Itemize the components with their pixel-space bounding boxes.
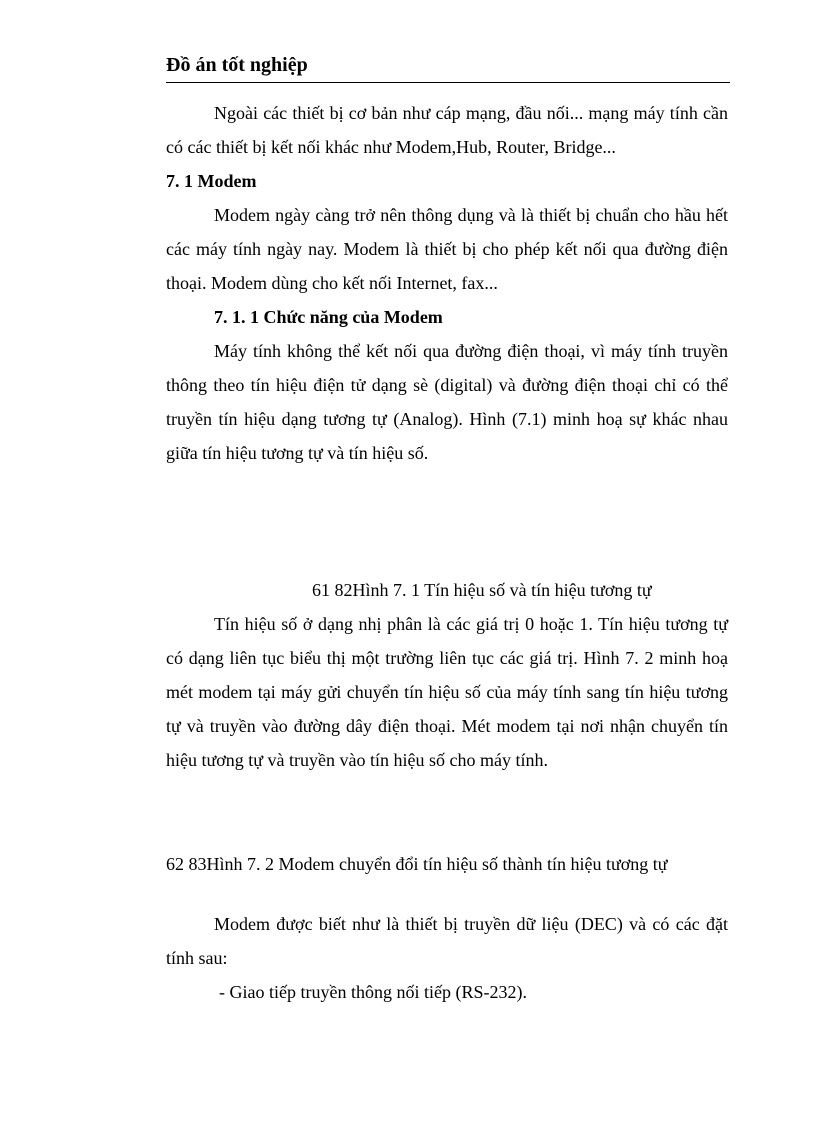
bullet-item: - Giao tiếp truyền thông nối tiếp (RS-232).	[219, 982, 527, 1002]
figure-7-2-placeholder	[166, 777, 728, 847]
section-heading-7-1-1: 7. 1. 1 Chức năng của Modem	[214, 307, 443, 327]
signals-paragraph: Tín hiệu số ở dạng nhị phân là các giá trị 0 hoặc 1. Tín hiệu tương tự có dạng liên tục biểu thị một trường liên tục các giá trị. Hình 7. 2 minh hoạ mét modem tại máy gửi chuyển tín hiệu số của máy tính sang tín hiệu tương tự và truyền vào đường dây điện thoại. Mét modem tại nơi nhận chuyển tín hiệu tương tự và truyền vào tín hiệu số cho máy tính.	[166, 614, 728, 770]
function-paragraph: Máy tính không thể kết nối qua đường điện thoại, vì máy tính truyền thông theo tín hiệu điện tử dạng sè (digital) và đường điện thoại chỉ có thể truyền tín hiệu dạng tương tự (Analog). Hình (7.1) minh hoạ sự khác nhau giữa tín hiệu tương tự và tín hiệu số.	[166, 341, 728, 463]
page-header-title: Đồ án tốt nghiệp	[166, 54, 308, 76]
section-heading-7-1: 7. 1 Modem	[166, 171, 257, 191]
intro-paragraph: Ngoài các thiết bị cơ bản như cáp mạng, đầu nối... mạng máy tính cần có các thiết bị kết nối khác như Modem,Hub, Router, Bridge...	[166, 103, 728, 157]
figure-7-2-caption: 62 83Hình 7. 2 Modem chuyển đổi tín hiệu số thành tín hiệu tương tự	[166, 854, 668, 874]
modem-paragraph: Modem ngày càng trở nên thông dụng và là thiết bị chuẩn cho hầu hết các máy tính ngày nay. Modem là thiết bị cho phép kết nối qua đường điện thoại. Modem dùng cho kết nối Internet, fax...	[166, 205, 728, 293]
figure-7-1-placeholder	[166, 470, 728, 573]
figure-7-1-caption: 61 82Hình 7. 1 Tín hiệu số và tín hiệu tương tự	[312, 580, 652, 600]
dec-paragraph: Modem được biết như là thiết bị truyền dữ liệu (DEC) và có các đặt tính sau:	[166, 914, 728, 968]
document-body	[166, 96, 728, 1009]
header-rule	[166, 82, 730, 83]
spacer	[166, 881, 728, 907]
